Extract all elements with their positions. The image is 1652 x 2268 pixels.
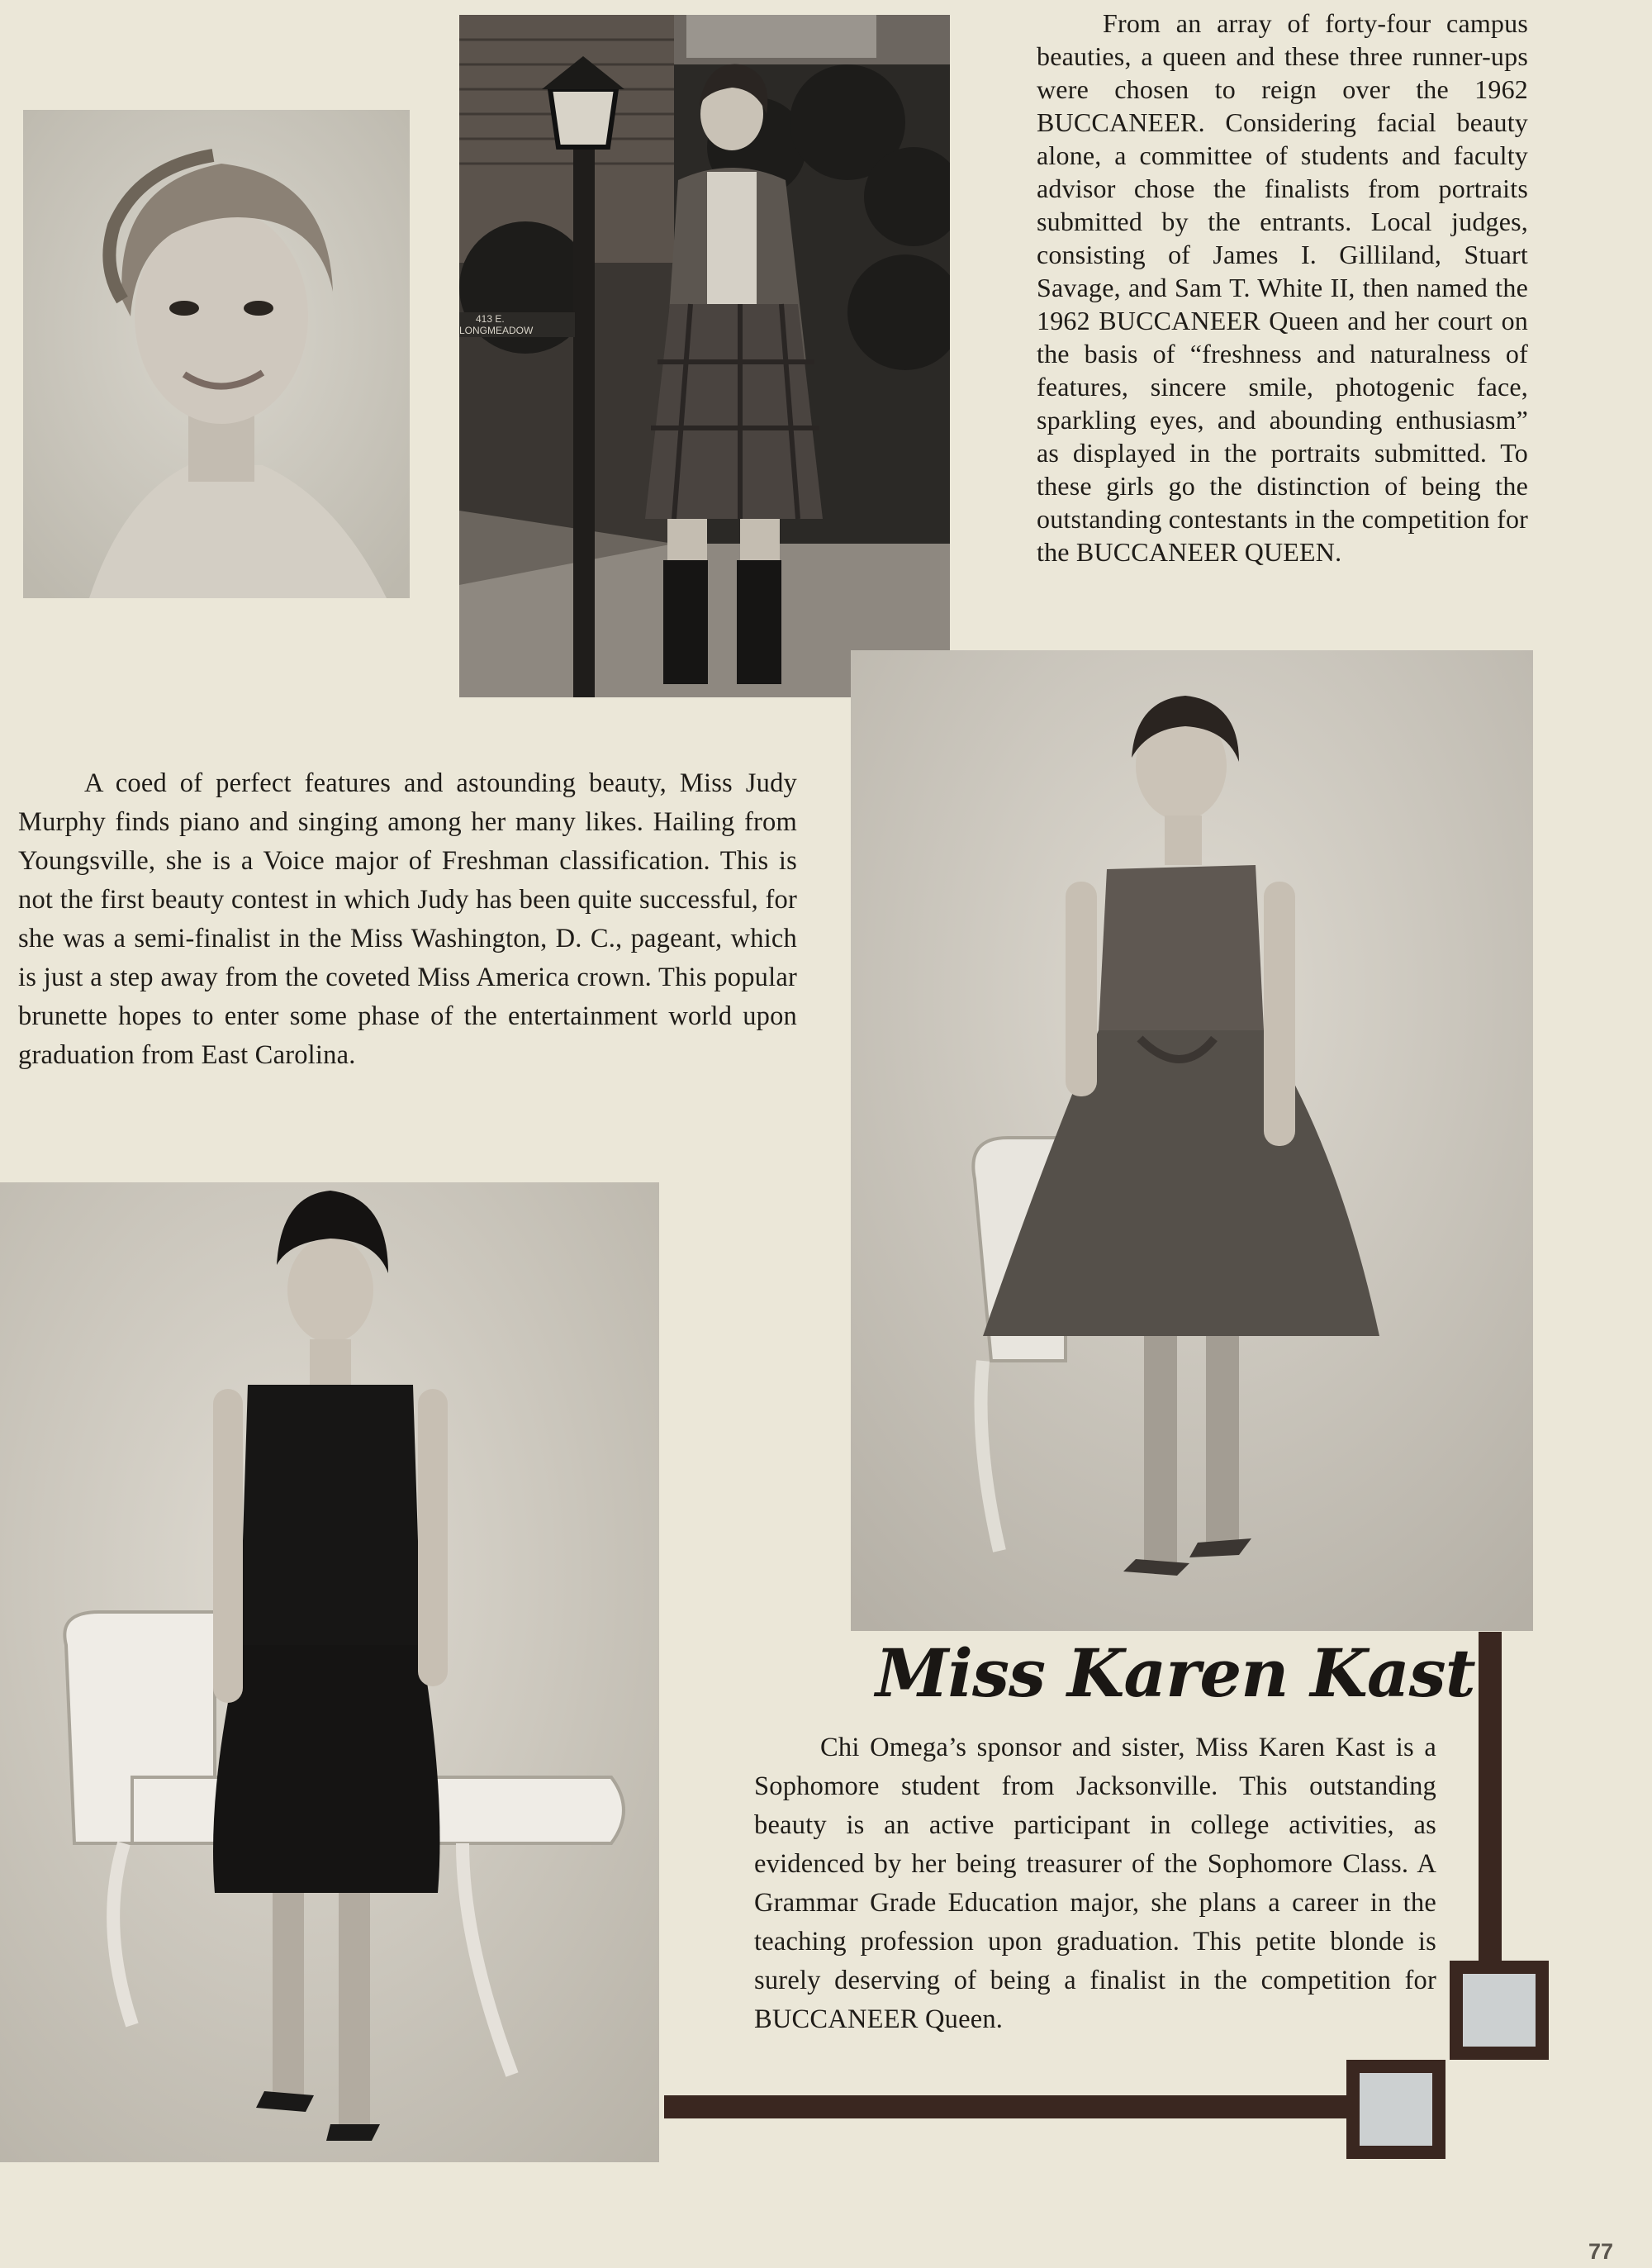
- page-number: 77: [1588, 2239, 1613, 2264]
- portrait-photo-blonde: [23, 110, 410, 598]
- decorative-horizontal-rule: [664, 2095, 1362, 2118]
- intro-paragraph: From an array of forty-four campus beauties, a queen and these three runner-ups were chosen to reign over the 1962 BUCCANEER. Considering facial beauty alone, a committee of students and faculty advisor chose the finalists from portraits submitted by the entrants. Local judges, consisting of James I. Gilliland, Stuart Savage, and Sam T. White II, then named the 1962 BUCCANEER Queen and her court on the basis of “freshness and naturalness of features, sincere smile, photogenic face, sparkling eyes, and abounding enthusiasm” as displayed in the portraits submitted. To these girls go the distinction of being the outstanding contestants in the competition for the BUCCANEER QUEEN.: [1037, 8, 1528, 567]
- lamp-post-photo: [459, 15, 950, 697]
- karen-kast-heading: Miss Karen Kast: [876, 1634, 1475, 1712]
- decorative-vertical-rule: [1479, 1632, 1502, 1975]
- lamp-post-sign-line-2: LONGMEADOW: [459, 325, 534, 336]
- lamp-post-sign-line-1: 413 E.: [476, 313, 505, 325]
- decorative-square-lower: [1346, 2060, 1446, 2159]
- karen-kast-paragraph: Chi Omega’s sponsor and sister, Miss Karen Kast is a Sophomore student from Jacksonville. This outstanding beauty is an active participant in college activities, as evidenced by her being treasurer of the Sophomore Class. A Grammar Grade Education major, she plans a career in the teaching profession upon graduation. This petite blonde is surely deserving of being a finalist in the competition for BUCCANEER Queen.: [754, 1733, 1436, 2034]
- judy-murphy-photo: [0, 1182, 659, 2162]
- judy-murphy-paragraph: A coed of perfect features and astounding beauty, Miss Judy Murphy finds piano and singing among her many likes. Hailing from Youngsville, she is a Voice major of Freshman classification. This is not the first beauty contest in which Judy has been quite successful, for she was a semi-finalist in the Miss Washington, D. C., pageant, which is just a step away from the coveted Miss America crown. This popular brunette hopes to enter some phase of the entertainment world upon graduation from East Carolina.: [18, 768, 797, 1070]
- decorative-square-upper: [1450, 1961, 1549, 2060]
- karen-kast-photo: [851, 650, 1533, 1631]
